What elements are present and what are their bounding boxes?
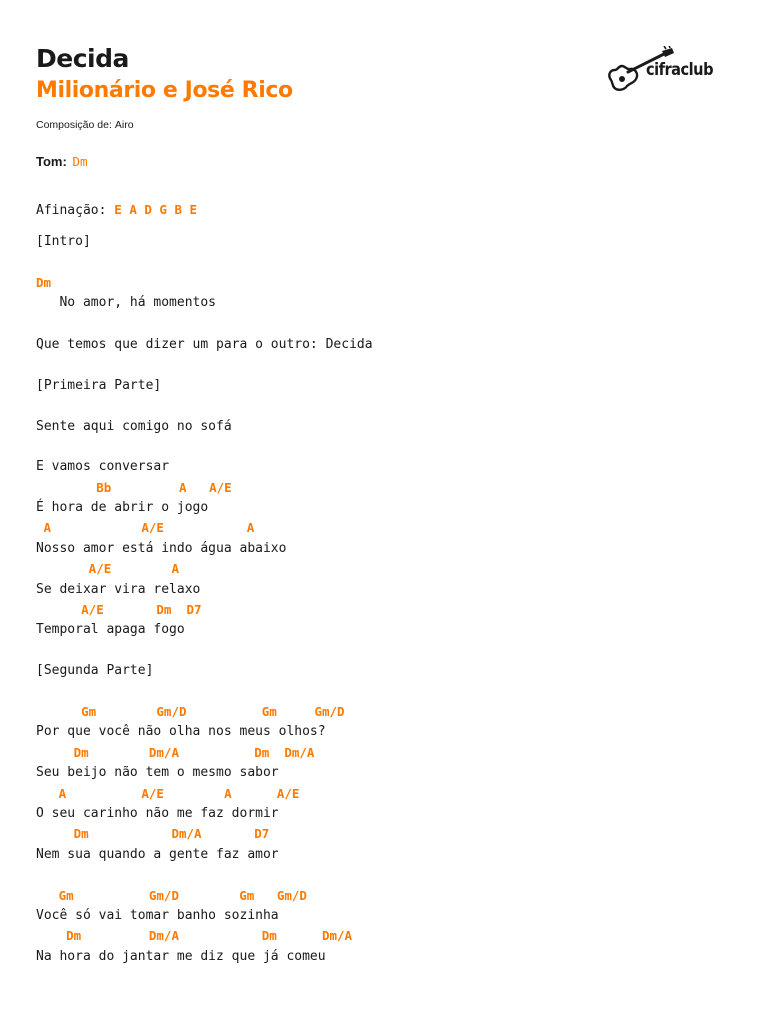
chord-line[interactable]: Dm Dm/A Dm Dm/A xyxy=(36,928,353,943)
chord-line[interactable]: Bb A A/E xyxy=(36,480,232,495)
chord-line[interactable]: A/E A xyxy=(36,561,179,576)
chord-line[interactable]: Dm Dm/A D7 xyxy=(36,826,270,841)
lyric-line: Sente aqui comigo no sofá xyxy=(36,419,232,434)
cifraclub-logo xyxy=(606,46,724,94)
tuning-notes: E A D G B E xyxy=(114,202,198,217)
section-label: [Intro] xyxy=(36,234,91,249)
chord-line[interactable]: Dm xyxy=(36,275,52,290)
tuning-label: Afinação: xyxy=(36,203,107,218)
key-info xyxy=(36,154,88,169)
chord-line[interactable]: Gm Gm/D Gm Gm/D xyxy=(36,704,345,719)
composer-credit xyxy=(36,119,134,131)
lyric-line: Nosso amor está indo água abaixo xyxy=(36,541,287,556)
lyric-line: No amor, há momentos xyxy=(36,295,217,310)
key-label: Tom: xyxy=(36,154,67,169)
tuning-line xyxy=(36,202,197,219)
song-title: Decida xyxy=(36,44,129,73)
key-chord[interactable]: Dm xyxy=(72,154,88,169)
lyric-line: E vamos conversar xyxy=(36,459,170,474)
chord-line[interactable]: Gm Gm/D Gm Gm/D xyxy=(36,888,307,903)
lyric-line: Seu beijo não tem o mesmo sabor xyxy=(36,765,279,780)
logo-text: cifraclub xyxy=(646,60,714,80)
section-label: [Primeira Parte] xyxy=(36,378,162,393)
section-label: [Segunda Parte] xyxy=(36,663,154,678)
chord-line[interactable]: A/E Dm D7 xyxy=(36,602,202,617)
lyric-line: É hora de abrir o jogo xyxy=(36,500,209,515)
chord-line[interactable]: Dm Dm/A Dm Dm/A xyxy=(36,745,315,760)
lyric-line: Se deixar vira relaxo xyxy=(36,582,201,597)
composer-label: Composição de: xyxy=(36,119,112,131)
lyric-line: Por que você não olha nos meus olhos? xyxy=(36,724,326,739)
lyric-line: Você só vai tomar banho sozinha xyxy=(36,908,279,923)
lyric-line: Na hora do jantar me diz que já comeu xyxy=(36,949,326,964)
chord-line[interactable]: A A/E A xyxy=(36,520,255,535)
lyric-line: Que temos que dizer um para o outro: Decida xyxy=(36,337,373,352)
composer-name: Airo xyxy=(114,119,134,131)
chord-line[interactable]: A A/E A A/E xyxy=(36,786,300,801)
lyric-line: Temporal apaga fogo xyxy=(36,622,185,637)
artist-name: Milionário e José Rico xyxy=(36,78,293,103)
lyric-line: Nem sua quando a gente faz amor xyxy=(36,847,279,862)
lyric-line: O seu carinho não me faz dormir xyxy=(36,806,279,821)
